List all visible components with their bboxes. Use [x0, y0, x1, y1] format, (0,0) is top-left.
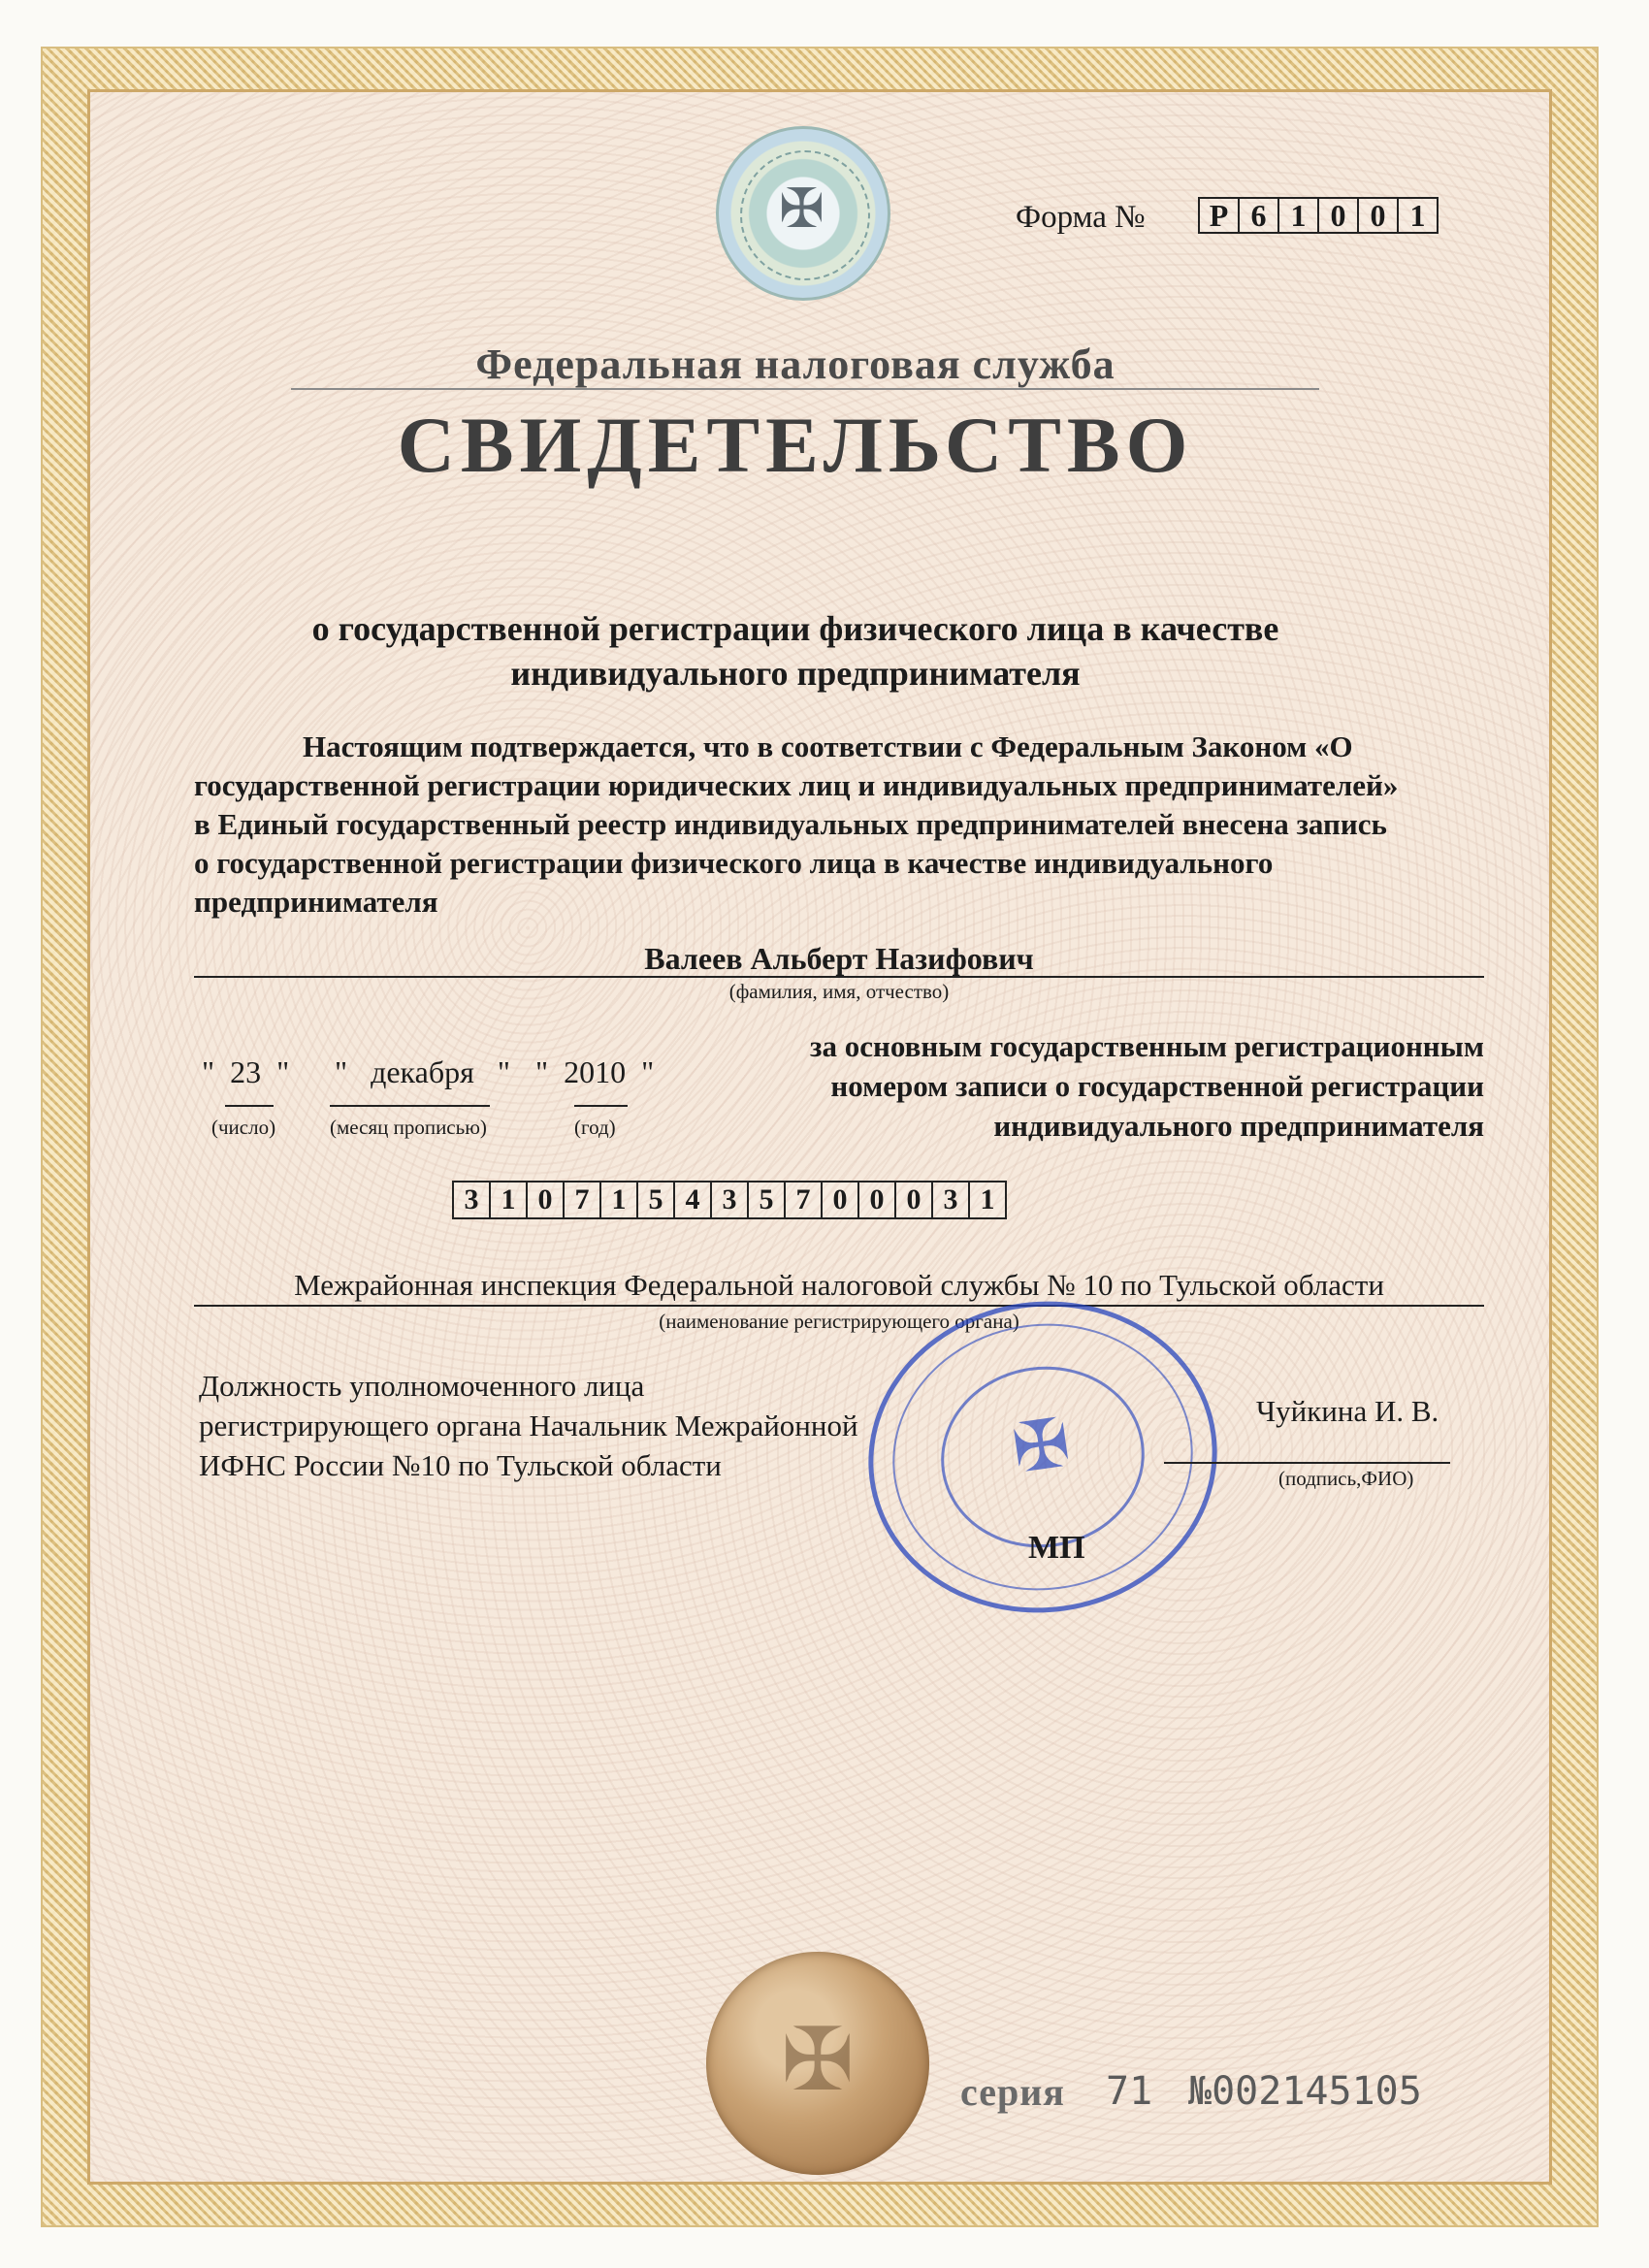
- registration-digit-cell: 4: [673, 1181, 712, 1219]
- registration-digit-cell: 1: [968, 1181, 1007, 1219]
- form-code-cell: 0: [1317, 197, 1359, 234]
- registration-digit-cell: 0: [526, 1181, 565, 1219]
- person-full-name: Валеев Альберт Назифович: [644, 941, 1034, 976]
- date-month: " декабря ": [335, 1054, 510, 1089]
- certification-text: Настоящим подтверждается, что в соответствии с Федеральным Законом «О государственной регистрации юридических лиц и индивидуальных предпринимателей» в Единый государственный реестр индивидуальных предпринимателей внесена запись о государственной регистрации физического лица в качестве индивидуального предпринимателя: [194, 729, 1399, 919]
- document-subtitle: о государственной регистрации физического лица в качестве индивидуального предпринимателя: [311, 609, 1279, 693]
- signatory-position: Должность уполномоченного лица регистрирующего органа Начальник Межрайонной ИФНС России №10 по Тульской области: [199, 1369, 858, 1482]
- signature-underline: [1164, 1462, 1450, 1464]
- document-title: СВИДЕТЕЛЬСТВО: [397, 401, 1194, 489]
- form-code-cell: 0: [1357, 197, 1399, 234]
- registration-digit-cell: 0: [894, 1181, 933, 1219]
- day-underline: [225, 1105, 274, 1107]
- agency-name: Федеральная налоговая служба: [475, 340, 1116, 388]
- registration-digit-cell: 0: [857, 1181, 896, 1219]
- authority-caption: (наименование регистрирующего органа): [659, 1310, 1019, 1333]
- registration-digit-cell: 7: [784, 1181, 823, 1219]
- name-caption: (фамилия, имя, отчество): [728, 980, 950, 1003]
- eagle-icon: ✠: [779, 179, 824, 240]
- form-number-cells: [1200, 197, 1439, 234]
- blank-number: №002145105: [1188, 2069, 1422, 2114]
- registration-digit-cell: 3: [710, 1181, 749, 1219]
- registration-text: за основным государственным регистрационным номером записи о государственной регистрации индивидуального предпринимателя: [810, 1029, 1484, 1143]
- series-label: серия: [960, 2070, 1065, 2114]
- registration-digit-cell: 3: [931, 1181, 970, 1219]
- form-code-cell: 1: [1397, 197, 1439, 234]
- form-code-cell: Р: [1198, 197, 1240, 234]
- registering-authority: Межрайонная инспекция Федеральной налоговой службы № 10 по Тульской области: [294, 1268, 1384, 1302]
- form-code-cell: 6: [1238, 197, 1279, 234]
- registration-digit-cell: 1: [599, 1181, 638, 1219]
- registration-digit-cell: 7: [563, 1181, 601, 1219]
- registration-digit-cell: 5: [747, 1181, 786, 1219]
- month-underline: [330, 1105, 490, 1107]
- registration-digit-cell: 3: [452, 1181, 491, 1219]
- year-caption: (год): [574, 1116, 616, 1139]
- authority-underline: [194, 1305, 1484, 1307]
- gold-seal: [706, 1952, 929, 2175]
- month-caption: (месяц прописью): [330, 1116, 487, 1139]
- stamp-place-mark: МП: [1028, 1530, 1085, 1566]
- registration-number-cells: [454, 1181, 1007, 1219]
- hologram-emblem: [716, 126, 890, 301]
- signature-caption: (подпись,ФИО): [1278, 1467, 1414, 1490]
- signatory-name: Чуйкина И. В.: [1256, 1394, 1439, 1428]
- eagle-icon: ✠: [1008, 1406, 1075, 1488]
- date-day: " 23 ": [202, 1054, 290, 1089]
- series-value: 71: [1106, 2069, 1153, 2114]
- registration-digit-cell: 5: [636, 1181, 675, 1219]
- day-caption: (число): [211, 1116, 276, 1139]
- form-code-cell: 1: [1277, 197, 1319, 234]
- date-year: " 2010 ": [535, 1054, 655, 1089]
- eagle-icon: ✠: [781, 2013, 855, 2109]
- title-divider: [291, 388, 1319, 390]
- form-number-label: Форма №: [1016, 200, 1146, 235]
- registration-digit-cell: 1: [489, 1181, 528, 1219]
- name-underline: [194, 976, 1484, 978]
- registration-digit-cell: 0: [821, 1181, 859, 1219]
- year-underline: [574, 1105, 628, 1107]
